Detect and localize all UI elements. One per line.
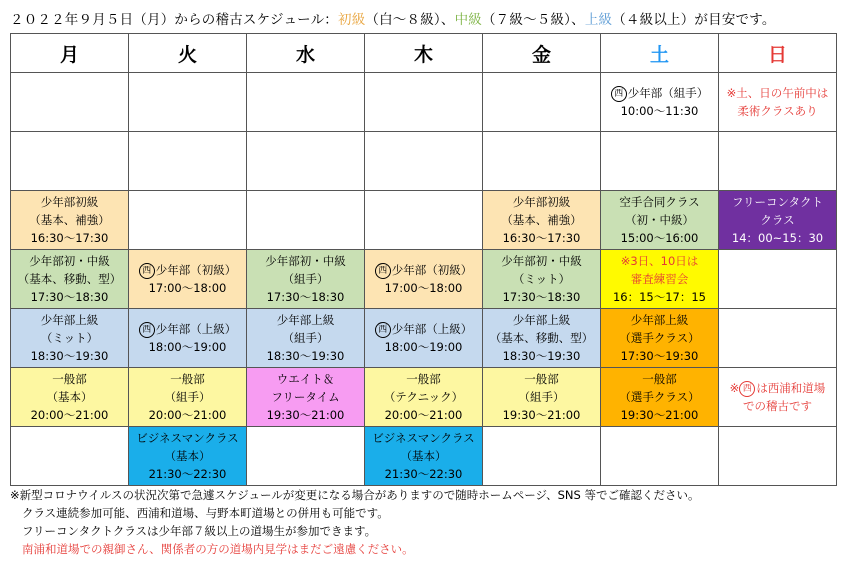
nishi-dojo-icon: 西	[611, 86, 627, 102]
empty-cell	[365, 191, 483, 250]
class-cell	[483, 250, 601, 309]
class-detail: （選手クラス）	[619, 331, 700, 345]
class-time: 18:30～19:30	[502, 349, 581, 363]
empty-cell	[11, 132, 129, 191]
class-name: 少年部上級	[276, 313, 335, 327]
nishi-dojo-icon: 西	[139, 263, 155, 279]
empty-cell	[129, 191, 247, 250]
class-time: 20:00～21:00	[148, 408, 227, 422]
schedule-row	[11, 73, 837, 132]
class-name: 少年部初・中級	[29, 254, 110, 268]
class-cell	[365, 309, 483, 368]
class-name: ウエイト＆	[276, 372, 335, 386]
empty-cell	[719, 132, 837, 191]
empty-cell	[483, 132, 601, 191]
class-cell	[601, 250, 719, 309]
class-cell	[129, 427, 247, 486]
class-time: 16：15～17：15	[612, 290, 707, 304]
schedule-row	[11, 427, 837, 486]
class-name: 一般部	[170, 372, 205, 386]
class-cell	[11, 309, 129, 368]
day-header-sun: 日	[719, 34, 837, 73]
class-detail: （基本、補強）	[29, 213, 110, 227]
heading-prefix: ２０２２年９月５日（月）からの稽古スケジュール：	[10, 12, 338, 28]
class-time: 17:30～19:30	[620, 349, 699, 363]
nishi-dojo-icon: 西	[375, 322, 391, 338]
footer-notes	[10, 486, 699, 558]
class-cell	[483, 368, 601, 427]
nishi-dojo-icon: 西	[139, 322, 155, 338]
class-detail: （初・中級）	[625, 213, 694, 227]
schedule-table	[10, 33, 837, 486]
schedule-row	[11, 368, 837, 427]
schedule-row	[11, 132, 837, 191]
class-cell	[11, 250, 129, 309]
beginner-range: （白～８級）、	[365, 12, 455, 28]
class-cell	[365, 427, 483, 486]
nishi-dojo-icon: 西	[375, 263, 391, 279]
class-name: 空手合同クラス	[619, 195, 700, 209]
day-header-fri: 金	[483, 34, 601, 73]
class-time: 19:30～21:00	[266, 408, 345, 422]
class-cell	[601, 73, 719, 132]
class-cell	[129, 309, 247, 368]
note-line: 柔術クラスあり	[737, 104, 818, 118]
empty-cell	[247, 191, 365, 250]
class-cell	[247, 368, 365, 427]
beginner-label: 初級	[338, 12, 366, 28]
day-header-row	[11, 34, 837, 73]
class-detail: クラス	[760, 213, 795, 227]
class-time: 19:30～21:00	[620, 408, 699, 422]
class-cell	[601, 191, 719, 250]
class-note: ※3日、10日は	[620, 254, 699, 268]
class-cell	[129, 368, 247, 427]
class-detail: （基本、移動、型）	[17, 272, 122, 286]
class-detail: （ミット）	[40, 331, 99, 345]
class-detail: フリータイム	[271, 390, 340, 404]
day-header-tue: 火	[129, 34, 247, 73]
class-time: 18:30～19:30	[30, 349, 109, 363]
class-time: 21:30～22:30	[148, 467, 227, 481]
note-observation: 南浦和道場での親御さん、関係者の方の道場内見学はまだご遠慮ください。	[22, 542, 414, 556]
class-detail: （ミット）	[512, 272, 571, 286]
day-header-thu: 木	[365, 34, 483, 73]
class-cell	[483, 309, 601, 368]
class-detail: （組手）	[518, 390, 565, 404]
class-detail: （選手クラス）	[619, 390, 700, 404]
empty-cell	[11, 427, 129, 486]
class-time: 18:00～19:00	[384, 340, 463, 354]
class-time: 19:30～21:00	[502, 408, 581, 422]
class-time: 20:00～21:00	[384, 408, 463, 422]
upper-range: （４級以上）が目安です。	[612, 12, 776, 28]
class-name: 少年部（上級）	[155, 322, 237, 336]
class-time: 17:30～18:30	[30, 290, 109, 304]
empty-cell	[483, 73, 601, 132]
class-time: 15:00～16:00	[620, 231, 699, 245]
middle-range: （７級～５級）、	[481, 12, 585, 28]
note-line: での稽古です	[743, 399, 812, 413]
class-name: 少年部初級	[40, 195, 99, 209]
empty-cell	[483, 427, 601, 486]
class-name: 少年部上級	[512, 313, 571, 327]
class-time: 18:00～19:00	[148, 340, 227, 354]
empty-cell	[365, 73, 483, 132]
class-name: 少年部初・中級	[501, 254, 582, 268]
note-combined-classes: クラス連続参加可能、西浦和道場、与野本町道場との併用も可能です。	[22, 506, 389, 520]
class-cell	[365, 250, 483, 309]
class-name: ビジネスマンクラス	[372, 431, 475, 445]
class-time: 10:00～11:30	[620, 104, 699, 118]
class-detail: （テクニック）	[383, 390, 464, 404]
class-name: 少年部初・中級	[265, 254, 346, 268]
note-mark: ※	[729, 381, 740, 395]
class-name: 一般部	[52, 372, 87, 386]
schedule-row	[11, 309, 837, 368]
day-header-wed: 水	[247, 34, 365, 73]
empty-cell	[129, 73, 247, 132]
class-detail: （基本）	[400, 449, 447, 463]
class-name: 一般部	[406, 372, 441, 386]
class-time: 21:30～22:30	[384, 467, 463, 481]
class-name: 審査練習会	[630, 272, 689, 286]
note-covid: ※新型コロナウイルスの状況次第で急遽スケジュールが変更になる場合がありますので随時ホームページ、SNS 等でご確認ください。	[10, 488, 700, 502]
empty-cell	[247, 132, 365, 191]
class-name: フリーコンタクト	[731, 195, 824, 209]
class-detail: （基本）	[46, 390, 93, 404]
class-name: 少年部（上級）	[391, 322, 473, 336]
class-detail: （基本、補強）	[501, 213, 582, 227]
class-name: 一般部	[524, 372, 559, 386]
class-cell	[719, 191, 837, 250]
class-name: 少年部上級	[40, 313, 99, 327]
nishi-dojo-icon: 西	[739, 381, 755, 397]
class-name: 少年部初級	[512, 195, 571, 209]
empty-cell	[719, 250, 837, 309]
empty-cell	[601, 132, 719, 191]
empty-cell	[11, 73, 129, 132]
class-cell	[601, 368, 719, 427]
note-cell	[719, 73, 837, 132]
schedule-row	[11, 191, 837, 250]
note-cell	[719, 368, 837, 427]
class-detail: （基本、移動、型）	[489, 331, 594, 345]
class-cell	[11, 191, 129, 250]
class-detail: （組手）	[282, 272, 329, 286]
class-cell	[247, 309, 365, 368]
class-cell	[601, 309, 719, 368]
class-name: 少年部（組手）	[627, 86, 709, 100]
class-name: 少年部上級	[630, 313, 689, 327]
class-cell	[11, 368, 129, 427]
middle-label: 中級	[454, 12, 482, 28]
day-header-sat: 土	[601, 34, 719, 73]
class-time: 20:00～21:00	[30, 408, 109, 422]
class-time: 18:30～19:30	[266, 349, 345, 363]
empty-cell	[601, 427, 719, 486]
class-detail: （組手）	[164, 390, 211, 404]
empty-cell	[719, 427, 837, 486]
class-name: ビジネスマンクラス	[136, 431, 239, 445]
day-header-mon: 月	[11, 34, 129, 73]
class-time: 17:30～18:30	[502, 290, 581, 304]
class-cell	[247, 250, 365, 309]
empty-cell	[247, 427, 365, 486]
class-name: 少年部（初級）	[391, 263, 473, 277]
empty-cell	[129, 132, 247, 191]
page-heading	[10, 8, 776, 28]
note-line: は西浦和道場	[756, 381, 826, 395]
class-time: 17:00～18:00	[148, 281, 227, 295]
class-time: 17:30～18:30	[266, 290, 345, 304]
class-name: 少年部（初級）	[155, 263, 237, 277]
class-cell	[129, 250, 247, 309]
upper-label: 上級	[584, 12, 613, 28]
class-detail: （基本）	[164, 449, 211, 463]
class-time: 16:30～17:30	[502, 231, 581, 245]
note-free-contact: フリーコンタクトクラスは少年部７級以上の道場生が参加できます。	[22, 524, 377, 538]
empty-cell	[365, 132, 483, 191]
class-time: 17:00～18:00	[384, 281, 463, 295]
empty-cell	[247, 73, 365, 132]
class-name: 一般部	[642, 372, 677, 386]
note-line: ※土、日の午前中は	[726, 86, 829, 100]
class-time: 16:30～17:30	[30, 231, 109, 245]
empty-cell	[719, 309, 837, 368]
class-cell	[483, 191, 601, 250]
class-cell	[365, 368, 483, 427]
schedule-row	[11, 250, 837, 309]
class-detail: （組手）	[282, 331, 329, 345]
class-time: 14：00~15：30	[731, 231, 824, 245]
